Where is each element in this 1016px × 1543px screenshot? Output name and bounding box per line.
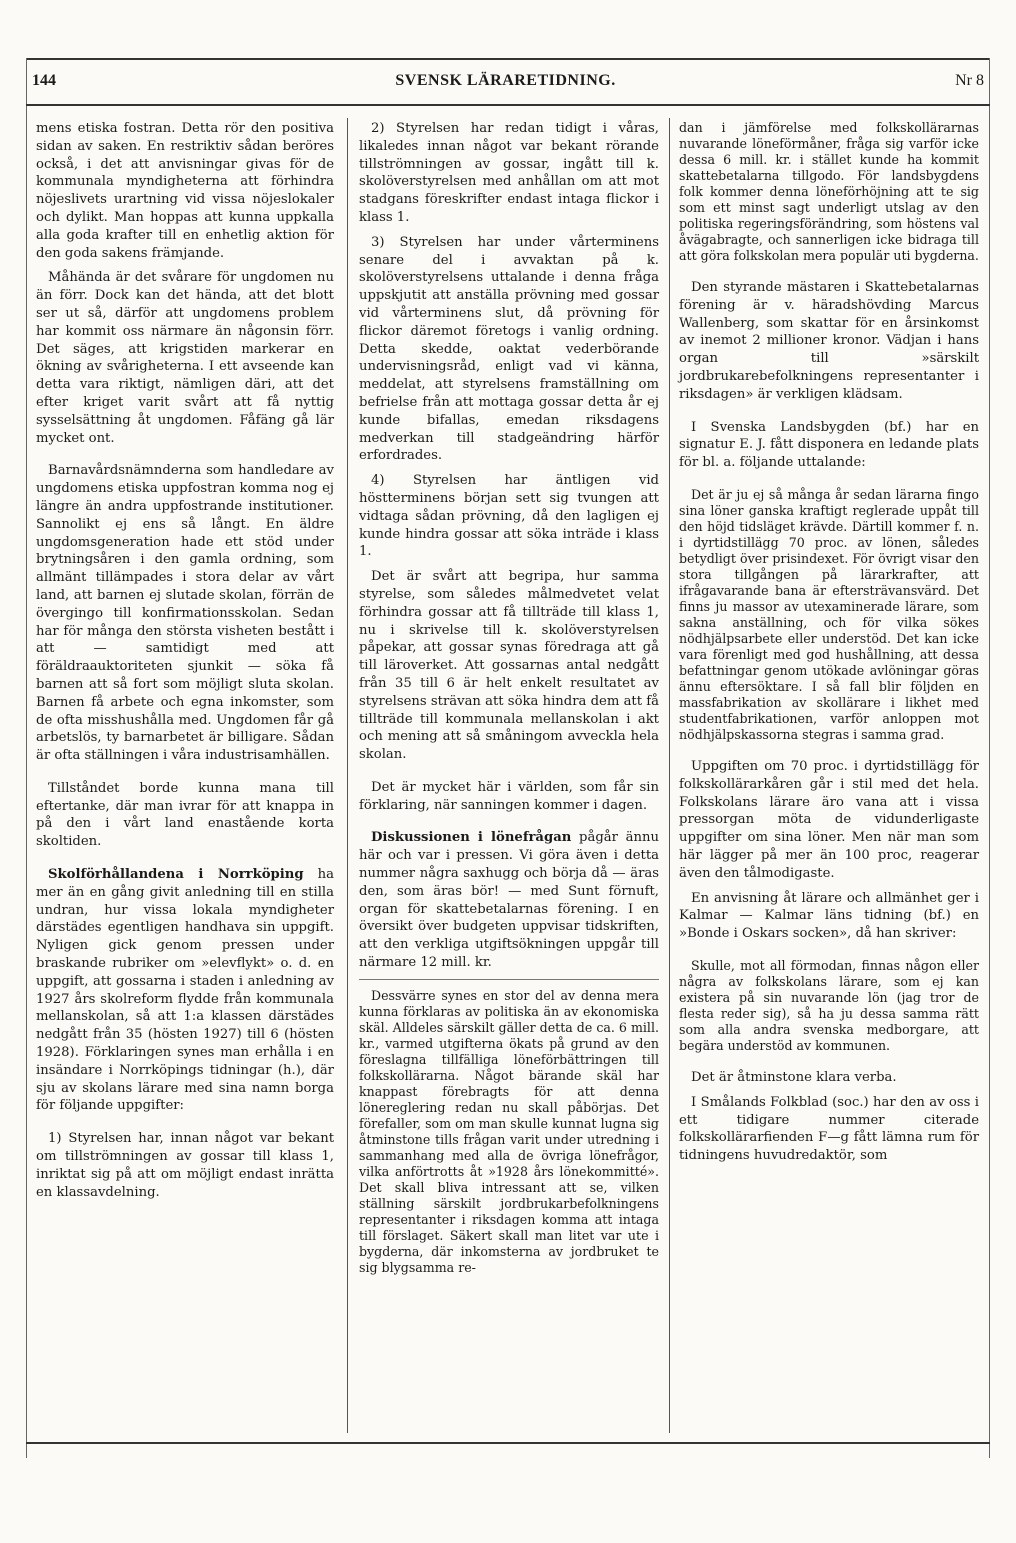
column-3: [679, 120, 979, 1172]
left-margin-rule: [26, 58, 27, 1458]
paragraph: Det är åtminstone klara verba.: [691, 1069, 897, 1085]
top-rule: [26, 58, 990, 60]
right-margin-rule: [989, 58, 990, 1458]
section-paragraph: [36, 866, 334, 1115]
paragraph: I Smålands Folkblad (soc.) har den av oss i ett tidigare nummer citerade folkskollärarfienden F—g fått lämna rum för tidningens huvudredaktör, som: [679, 1094, 979, 1164]
publication-title: SVENSK LÄRARETIDNING.: [395, 72, 616, 89]
header-rule: [26, 104, 990, 106]
column-1: [36, 120, 334, 1208]
paragraph: Det är mycket här i världen, som får sin förklaring, när sanningen kommer i dagen.: [359, 779, 659, 813]
section-heading: Skolförhållandena i Norrköping: [48, 867, 304, 883]
paragraph: En anvisning åt lärare och allmänhet ger i Kalmar — Kalmar läns tidning (bf.) en »Bonde i Oskars socken», då han skriver:: [679, 890, 979, 942]
column-separator-1: [347, 118, 348, 1433]
page-number: 144: [32, 72, 56, 89]
paragraph: I Svenska Landsbygden (bf.) har en signatur E. J. fått disponera en ledande plats för bl. a. följande uttalande:: [679, 419, 979, 471]
paragraph: Barnavårdsnämnderna som handledare av ungdomens etiska uppfostran komma nog ej längre än andra uppfostrande institutioner. Sannolikt ej ens så långt. En äldre ungdomsgeneration hade ett stöd under brytningsåren i den gamla ordning, som allmänt tillämpades i stora delar av vårt land, att barnen ej slutade skolan, förrän de övergingo till konfirmationsskolan. Sedan har för många den största visheten bestått i att — samtidigt med att föräldraauktoriteten sjunkit — söka få barnen att så fort som möjligt sluta skolan. Barnen få arbete och egna inkomster, som de ofta misshushålla med. Ungdomen får gå arbetslös, ty barnarbetet är billigare. Sådan är ofta ställningen i våra industrisamhällen.: [36, 463, 334, 764]
section-heading: Diskussionen i lönefrågan: [371, 830, 572, 846]
paragraph-text: ha mer än en gång givit anledning till en stilla undran, hur vissa lokala myndigheter därstädes egentligen handhava sin uppgift. Nyligen gick genom pressen under braskande rubriker om »elevflykt» o. d. en uppgift, att gossarna i staden i anledning av 1927 års skolreform flydde från kommunala mellanskolan, så att 1:a klassen därstädes nedgått från 35 (hösten 1927) till 6 (hösten 1928). Förklaringen synes man erhålla i en insändare i Norrköpings tidningar (h.), där sju av skolans lärare med sina namn borga för följande uppgifter:: [36, 867, 334, 1114]
section-paragraph: [359, 829, 659, 971]
issue-number: Nr 8: [955, 72, 984, 89]
paragraph: 1) Styrelsen har, innan något var bekant om tillströmningen av gossar till klass 1, inriktat sig på att om möjligt endast inrätta en klassavdelning.: [36, 1131, 334, 1200]
paragraph: 2) Styrelsen har redan tidigt i våras, likaledes innan något var bekant rörande tillströmningen av gossar, ingått till k. skolöverstyrelsen med anhållan om att mot stadgans föreskrifter endast intaga flickor i klass 1.: [359, 121, 659, 225]
page-header: [32, 72, 984, 100]
divider: [359, 979, 659, 980]
paragraph: Tillståndet borde kunna mana till eftertanke, där man ivrar för att knappa in på den i vårt land enastående korta skoltiden.: [36, 780, 334, 850]
paragraph: Den styrande mästaren i Skattebetalarnas förening är v. häradshövding Marcus Wallenberg, som skattar för en årsinkomst av inemot 2 millioner kronor. Vädjan i hans organ till »särskilt jordbrukarebefolkningens representanter i riksdagen» är verkligen klädsam.: [679, 280, 979, 402]
paragraph: 3) Styrelsen har under vårterminens senare del i avvaktan på k. skolöverstyrelsens uttalande i denna fråga uppskjutit att anställa prövning med gossar vid vårterminens slut, då prövning för flickor däremot företogs i vanlig ordning. Detta skedde, oaktat vederbörande undervisningsråd, enligt vad vi känna, meddelat, att styrelsens framställning om befrielse från att mottaga gossar detta år ej kunde bifallas, emedan riksdagens medverkan till stadgeändring härför erfordrades.: [359, 234, 659, 464]
quoted-paragraph: Dessvärre synes en stor del av denna mera kunna förklaras av politiska än av ekonomiska skäl. Alldeles särskilt gäller detta de ca. 6 mill. kr., varmed utgifterna ökats på grund av den föreslagna tillfälliga löneförbättringen till folkskollärarna. Något bärande skäl har knappast förebragts för att denna lönereglering redan nu skall påbörjas. Det förefaller, som om man skulle kunnat lugna sig åtminstone tills frågan varit under utredning i sammanhang med alla de övriga lönefrågor, vilka anförtrotts åt »1928 års lönekommitté». Det skall bliva intressant att se, vilken ställning särskilt jordbrukarbefolkningens representanter i riksdagen komma att intaga till förslaget. Säkert skall man litet var ute i bygderna, där inkomsterna av jordbruket te sig blygsamma re-: [359, 987, 659, 1275]
quoted-paragraph: dan i jämförelse med folkskollärarnas nuvarande löneförmåner, fråga sig varför icke dessa 6 mill. kr. i stället kunde ha kommit skattebetalarna tillgodo. För landsbygdens folk kommer denna löneförhöjning att te sig som ett minst sagt underligt utslag av den politiska regeringsförändring, som höstens val åvägabragte, och sannerligen icke bidraga till att göra folkskolan mera populär uti bygderna.: [679, 120, 979, 263]
column-separator-2: [669, 118, 670, 1433]
quoted-paragraph: Det är ju ej så många år sedan lärarna fingo sina löner ganska kraftigt reglerade uppåt till den höjd tidsläget krävde. Därtill kommer f. n. i dyrtidstillägg 70 proc. av lönen, således betydligt över prisindexet. För övrigt visar den stora tillgången på lärarkrafter, att ifrågavarande bana är eftersträvansvärd. Det finns ju massor av utexaminerade lärare, som sakna anställning, och för vilka sökes nödhjälpsarbete eller understöd. Det kan icke vara förenligt med god hushållning, att dessa befattningar genom utökade avlöningar göras ännu eftersöktare. I så fall blir följden en massfabrikation av skollärare i likhet med studentfabrikationen, varför anloppen mot nödhjälpskassorna stegras i samma grad.: [679, 486, 979, 742]
paragraph-text: pågår ännu här och var i pressen. Vi göra även i detta nummer några saxhugg och börja då — äras den, som äras bör! — med Sunt förnuft, organ för skattebetalarnas förening. I en översikt över budgeten uppvisar tidskriften, att den verkliga utgiftsökningen uppgår till närmare 12 mill. kr.: [359, 830, 660, 971]
paragraph: mens etiska fostran. Detta rör den positiva sidan av saken. En restriktiv sådan beröres också, i det att anvisningar givas för de kommunala myndigheterna att förhindra nöjeslivets urartning vid vissa nöjeslokaler och dylikt. Man hoppas att kunna uppkalla alla goda krafter till en enhetlig aktion för den goda sakens främjande.: [36, 121, 334, 261]
column-2: [359, 120, 659, 1283]
paragraph: 4) Styrelsen har äntligen vid höstterminens början sett sig tvungen att vidtaga sådan prövning, då den lagligen ej kunde hindra gossar att söka inträde i klass 1.: [359, 473, 659, 560]
quoted-paragraph: Skulle, mot all förmodan, finnas någon eller några av folkskolans lärare, som ej kan existera på sin nuvarande lön (jag tror de flesta reder sig), så ha ju dessa samma rätt som alla andra svenska medborgare, att begära understöd av kommunen.: [679, 957, 979, 1053]
paragraph: Uppgiften om 70 proc. i dyrtidstillägg för folkskollärarkåren går i stil med det hela. Folkskolans lärare äro vana att i vissa pressorgan möta de vidunderligaste uppgifter om sina löner. Men när man som här lägger på mer än 100 proc, reagerar även den tålmodigaste.: [679, 758, 979, 881]
paragraph: Det är svårt att begripa, hur samma styrelse, som således målmedvetet velat förhindra gossar att få tillträde till klass 1, nu i skrivelse till k. skolöverstyrelsen påpekar, att gossar synas föredraga att gå till läroverket. Att gossarnas antal nedgått från 35 till 6 är helt enkelt resultatet av styrelsens strävan att söka hindra dem att få tillträde till kommunala mellanskolan i akt och mening att så småningom avveckla hela skolan.: [359, 569, 659, 763]
bottom-rule: [26, 1442, 990, 1444]
paragraph: Måhända är det svårare för ungdomen nu än förr. Dock kan det hända, att det blott ser ut så, därför att ungdomens problem har kommit oss närmare än någonsin förr. Det säges, att krigstiden markerar en ökning av svårigheterna. I ett avseende kan detta vara riktigt, nämligen däri, att det efter kriget varit svårt att få nyttig sysselsättning åt ungdomen. Fåfäng gå lär mycket ont.: [36, 270, 334, 446]
